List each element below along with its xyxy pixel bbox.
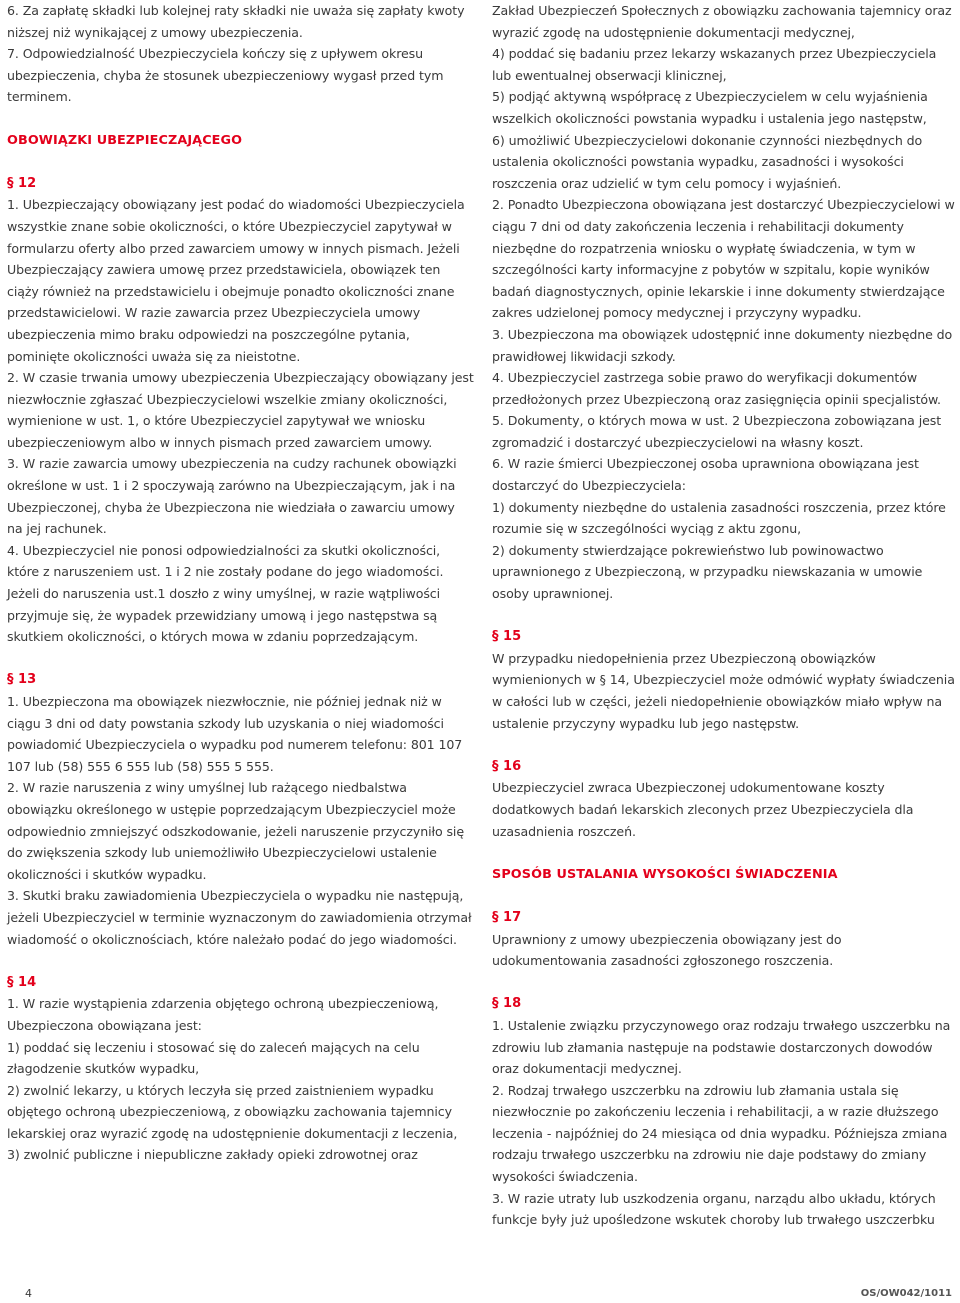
paragraph: 2. Rodzaj trwałego uszczerbku na zdrowiu lub złamania ustala się niezwłocznie po zakończeniu leczenia i rehabilitacji, a w razie dłuższego leczenia - najpóźniej do 24 miesiąca od dnia wypadku. Późniejsza zmiana rodzaju trwałego uszczerbku na zdrowiu nie daje podstawy do zmiany wysokości świadczenia. (492, 1082, 948, 1185)
paragraph: 5) podjąć aktywną współpracę z Ubezpieczycielem w celu wyjaśnienia wszelkich okoliczności powstania wypadku i ustalenia jego następstw, (492, 89, 928, 126)
paragraph: 3. Skutki braku zawiadomienia Ubezpieczyciela o wypadku nie następują, jeżeli Ubezpieczyciel w terminie wyznaczonym do zawiadomienia otrzymał wiadomość o okolicznościach, które należało podać do jego wiadomości. (7, 888, 472, 947)
paragraph: 2) zwolnić lekarzy, u których leczyła się przed zaistnieniem wypadku objętego ochroną ubezpieczeniową, z obowiązku zachowania tajemnicy lekarskiej oraz wyrazić zgodę na udostępnienie dokumentacji z leczenia, (7, 1082, 458, 1141)
section-number-16: § 16 (492, 758, 522, 774)
paragraph: 1. Ubezpieczający obowiązany jest podać do wiadomości Ubezpieczyciela wszystkie znane sobie okoliczności, o które Ubezpieczyciel zapytywał w formularzu oferty albo przed zawarciem umowy w innych pismach. Jeżeli Ubezpieczający zawiera umowę przez przedstawiciela, obowiązek ten ciąży również na przedstawicielu i obejmuje ponadto okoliczności znane przedstawicielowi. W razie zawarcia przez Ubezpieczyciela umowy ubezpieczenia mimo braku odpowiedzi na poszczególne pytania, pominięte okoliczności uważa się za nieistotne. (7, 197, 465, 364)
paragraph: 1. Ubezpieczona ma obowiązek niezwłocznie, nie później jednak niż w ciągu 3 dni od daty powstania szkody lub uzyskania o niej wiadomości powiadomić Ubezpieczyciela o wypadku pod numerem telefonu: 801 107 107 lub (58) 555 6 555 lub (58) 555 5 555. (7, 694, 463, 774)
section-heading-benefit-calculation: SPOSÓB USTALANIA WYSOKOŚCI ŚWIADCZENIA (492, 866, 838, 882)
document-code: OS/OW042/1011 (860, 1288, 952, 1299)
paragraph: 3. W razie zawarcia umowy ubezpieczenia na cudzy rachunek obowiązki określone w ust. 1 i 2 spoczywają zarówno na Ubezpieczającym, jak i na Ubezpieczonej, chyba że Ubezpieczona nie wiedziała o zawarciu umowy na jej rachunek. (7, 456, 457, 537)
section-number-14: § 14 (7, 974, 37, 990)
paragraph: Ubezpieczyciel zwraca Ubezpieczonej udokumentowane koszty dodatkowych badań lekarskich zleconych przez Ubezpieczyciela dla uzasadnienia roszczeń. (492, 780, 914, 839)
paragraph: 2. Ponadto Ubezpieczona obowiązana jest dostarczyć Ubezpieczycielowi w ciągu 7 dni od daty zakończenia leczenia i rehabilitacji dokumenty niezbędne do rozpatrzenia wniosku o wypłatę świadczenia, w tym w szczególności karty informacyjne z pobytów w szpitalu, kopie wyników badań diagnostycznych, opinie lekarskie i inne dokumenty stwierdzające zakres udzielonej pomocy medycznej i przyczyny wypadku. (492, 197, 955, 321)
paragraph: 4) poddać się badaniu przez lekarzy wskazanych przez Ubezpieczyciela lub ewentualnej obserwacji klinicznej, (492, 46, 937, 83)
paragraph: 6. Za zapłatę składki lub kolejnej raty składki nie uważa się zapłaty kwoty niższej niż wynikającej z umowy ubezpieczenia. (7, 3, 465, 40)
paragraph: Zakład Ubezpieczeń Społecznych z obowiązku zachowania tajemnicy oraz wyrazić zgodę na udostępnienie dokumentacji medycznej, (492, 3, 952, 40)
section-heading-obligations: OBOWIĄZKI UBEZPIECZAJĄCEGO (7, 132, 243, 148)
paragraph: W przypadku niedopełnienia przez Ubezpieczoną obowiązków wymienionych w § 14, Ubezpieczyciel może odmówić wypłaty świadczenia w całości lub w części, jeżeli niedopełnienie obowiązków miało wpływ na ustalenie przyczyny wypadku lub jego następstw. (492, 650, 955, 731)
section-number-18: § 18 (492, 996, 522, 1012)
paragraph: 6) umożliwić Ubezpieczycielowi dokonanie czynności niezbędnych do ustalenia okoliczności powstania wypadku, zasadności i wysokości roszczenia oraz udzielić w tym celu pomocy i wyjaśnień. (492, 132, 923, 191)
paragraph: 3) zwolnić publiczne i niepubliczne zakłady opieki zdrowotnej oraz (7, 1147, 418, 1163)
section-number-15: § 15 (492, 629, 522, 645)
paragraph: 1) poddać się leczeniu i stosować się do zaleceń mających na celu złagodzenie skutków wypadku, (7, 1039, 420, 1077)
section-number-17: § 17 (492, 909, 522, 925)
paragraph: 1. Ustalenie związku przyczynowego oraz rodzaju trwałego uszczerbku na zdrowiu lub złamania następuje na podstawie dostarczonych dowodów oraz dokumentacji medycznej. (492, 1017, 951, 1077)
paragraph: 2. W czasie trwania umowy ubezpieczenia Ubezpieczający obowiązany jest niezwłocznie zgłaszać Ubezpieczycielowi wszelkie zmiany okoliczności, wymienione w ust. 1, o które Ubezpieczyciel zapytywał we wniosku ubezpieczeniowym albo w innych pismach przed zawarciem umowy. (7, 370, 474, 450)
paragraph: 3. W razie utraty lub uszkodzenia organu, narządu albo układu, których funkcje były już upośledzone wskutek choroby lub trwałego uszczerbku (492, 1190, 936, 1228)
paragraph: 1) dokumenty niezbędne do ustalenia zasadności roszczenia, przez które rozumie się w szczególności wyciąg z aktu zgonu, (492, 499, 946, 537)
paragraph: 6. W razie śmierci Ubezpieczonej osoba uprawniona obowiązana jest dostarczyć do Ubezpieczyciela: (492, 456, 919, 494)
paragraph: 2) dokumenty stwierdzające pokrewieństwo lub powinowactwo uprawnionego z Ubezpieczoną, w przypadku niewskazania w umowie osoby uprawnionej. (492, 542, 923, 602)
paragraph: Uprawniony z umowy ubezpieczenia obowiązany jest do udokumentowania zasadności zgłoszonego roszczenia. (492, 931, 842, 969)
paragraph: 1. W razie wystąpienia zdarzenia objętego ochroną ubezpieczeniową, Ubezpieczona obowiązana jest: (7, 996, 439, 1033)
page-number: 4 (25, 1287, 32, 1300)
paragraph: 4. Ubezpieczyciel nie ponosi odpowiedzialności za skutki okoliczności, które z naruszeniem ust. 1 i 2 nie zostały podane do jego wiadomości. Jeżeli do naruszenia ust.1 doszło z winy umyślnej, w razie wątpliwości przyjmuje się, że wypadek przewidziany umową i jego następstwa są skutkiem okoliczności, o których mowa w zdaniu poprzedzającym. (7, 542, 444, 645)
paragraph: 7. Odpowiedzialność Ubezpieczyciela kończy się z upływem okresu ubezpieczenia, chyba że stosunek ubezpieczeniowy wygasł przed tym terminem. (7, 46, 444, 105)
paragraph: 5. Dokumenty, o których mowa w ust. 2 Ubezpieczona zobowiązana jest zgromadzić i dostarczyć ubezpieczycielowi na własny koszt. (492, 413, 942, 450)
paragraph: 3. Ubezpieczona ma obowiązek udostępnić inne dokumenty niezbędne do prawidłowej likwidacji szkody. (492, 326, 953, 364)
left-column (7, 0, 474, 1166)
paragraph: 4. Ubezpieczyciel zastrzega sobie prawo do weryfikacji dokumentów przedłożonych przez Ubezpieczoną oraz zasięgnięcia opinii specjalistów. (492, 370, 941, 407)
section-number-12: § 12 (7, 175, 37, 191)
section-number-13: § 13 (7, 672, 37, 688)
paragraph: 2. W razie naruszenia z winy umyślnej lub rażącego niedbalstwa obowiązku określonego w ustępie poprzedzającym Ubezpieczyciel może odpowiednio zmniejszyć odszkodowanie, jeżeli naruszenie przyczyniło się do zwiększenia szkody lub uniemożliwiło Ubezpieczycielowi ustalenie okoliczności i skutków wypadku. (7, 780, 464, 882)
right-column (492, 0, 956, 1231)
